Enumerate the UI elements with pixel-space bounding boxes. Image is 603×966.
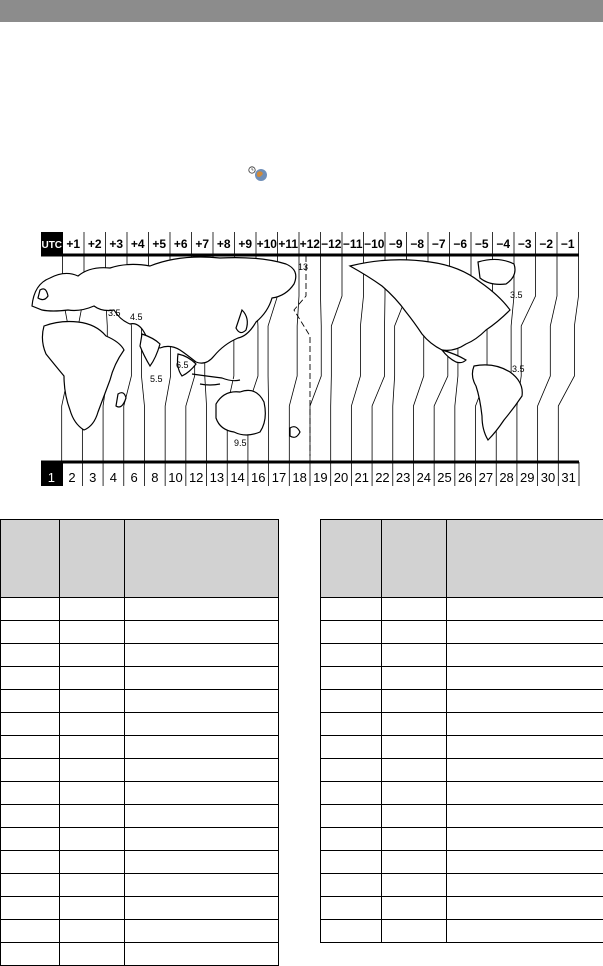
zone-number-label: 23 xyxy=(395,470,411,485)
table-cell xyxy=(1,621,60,644)
table-cell xyxy=(447,644,603,667)
utc-offset-label: −9 xyxy=(388,237,403,251)
table-cell xyxy=(447,621,603,644)
table-cell xyxy=(321,621,382,644)
table-cell xyxy=(60,713,125,736)
utc-offset-label: −8 xyxy=(410,237,425,251)
table-cell xyxy=(125,897,279,920)
table-cell xyxy=(125,782,279,805)
table-row xyxy=(1,736,279,759)
table-cell xyxy=(321,897,382,920)
table-cell xyxy=(125,759,279,782)
table-cell xyxy=(447,598,603,621)
table-cell xyxy=(447,805,603,828)
table-cell xyxy=(321,690,382,713)
table-cell xyxy=(1,897,60,920)
table-cell xyxy=(125,943,279,966)
table-row xyxy=(321,644,603,667)
table-row xyxy=(321,598,603,621)
madagascar-outline xyxy=(116,393,126,407)
utc-offset-label: −11 xyxy=(342,237,363,251)
table-cell xyxy=(60,874,125,897)
table-cell xyxy=(1,828,60,851)
table-cell xyxy=(321,713,382,736)
zone-number-label: 31 xyxy=(561,470,576,485)
table-row xyxy=(1,805,279,828)
table-cell xyxy=(382,782,447,805)
table-cell xyxy=(1,713,60,736)
table-cell xyxy=(1,759,60,782)
table-cell xyxy=(382,736,447,759)
utc-offset-label: −10 xyxy=(364,237,385,251)
table-cell xyxy=(321,920,382,943)
table-cell xyxy=(382,805,447,828)
table-cell xyxy=(125,644,279,667)
table-cell xyxy=(447,851,603,874)
zone-number-label: 6 xyxy=(130,470,138,485)
table-cell xyxy=(447,828,603,851)
table-cell xyxy=(321,667,382,690)
central-america-outline xyxy=(442,350,466,363)
table-row xyxy=(321,874,603,897)
new-zealand-outline xyxy=(290,427,300,438)
offset-label-3-5-venezuela: 3.5 xyxy=(512,364,525,374)
table-cell xyxy=(382,644,447,667)
table-cell xyxy=(382,667,447,690)
table-cell xyxy=(60,690,125,713)
table-cell xyxy=(60,759,125,782)
table-cell xyxy=(60,736,125,759)
zone-number-label: 20 xyxy=(333,470,349,485)
zone-number-label: 13 xyxy=(209,470,225,485)
indonesia-outline xyxy=(192,374,240,385)
table-cell xyxy=(1,690,60,713)
utc-offset-label: +8 xyxy=(216,237,231,251)
table-cell xyxy=(321,874,382,897)
utc-offset-label: UTC xyxy=(41,240,63,251)
table-cell xyxy=(321,598,382,621)
table-cell xyxy=(382,897,447,920)
zone-number-label: 10 xyxy=(168,470,183,485)
utc-offset-label: +3 xyxy=(109,237,124,251)
zone-number-label: 8 xyxy=(151,470,159,485)
table-cell xyxy=(60,644,125,667)
offset-label-9-5: 9.5 xyxy=(234,438,247,448)
zone-number-label: 22 xyxy=(375,470,390,485)
table-cell xyxy=(125,851,279,874)
table-cell xyxy=(1,644,60,667)
utc-offset-label: −3 xyxy=(517,237,532,251)
offset-label-3-5-newfoundland: 3.5 xyxy=(510,290,523,300)
table-row xyxy=(1,667,279,690)
zone-boundary-line xyxy=(517,256,536,462)
table-cell xyxy=(447,920,603,943)
table-row xyxy=(1,621,279,644)
utc-offset-label: +10 xyxy=(256,237,277,251)
zone-number-label: 16 xyxy=(251,470,266,485)
table-cell xyxy=(382,920,447,943)
zone-number-label: 30 xyxy=(540,470,556,485)
table-cell xyxy=(321,805,382,828)
table-row xyxy=(321,690,603,713)
zone-number-label: 3 xyxy=(89,470,97,485)
table-row xyxy=(321,920,603,943)
clock-globe-icon xyxy=(248,166,272,182)
table-cell xyxy=(382,598,447,621)
table-row xyxy=(321,782,603,805)
table-row xyxy=(1,782,279,805)
table-cell xyxy=(125,736,279,759)
zone-boundary-line xyxy=(351,256,363,462)
table-cell xyxy=(125,805,279,828)
table-cell xyxy=(1,805,60,828)
zone-number-label: 28 xyxy=(499,470,514,485)
table-cell xyxy=(382,874,447,897)
utc-offset-label: −12 xyxy=(321,237,342,251)
south-america-outline xyxy=(472,365,522,440)
table-row xyxy=(321,805,603,828)
table-cell xyxy=(1,851,60,874)
table-row xyxy=(1,598,279,621)
zone-number-label: 17 xyxy=(271,470,287,485)
table-cell xyxy=(321,851,382,874)
zone-number-label: 29 xyxy=(520,470,535,485)
table-cell xyxy=(1,736,60,759)
table-cell xyxy=(60,851,125,874)
table-cell xyxy=(125,690,279,713)
table-row xyxy=(1,690,279,713)
utc-offset-label: −1 xyxy=(560,237,575,251)
utc-offset-label: −4 xyxy=(496,237,511,251)
table-row xyxy=(1,943,279,966)
zone-number-label: 19 xyxy=(313,470,328,485)
table-cell xyxy=(382,759,447,782)
utc-offset-label: +1 xyxy=(66,237,81,251)
utc-offset-label: +11 xyxy=(278,237,299,251)
zone-boundary-line xyxy=(558,256,578,462)
table-row xyxy=(321,828,603,851)
table-row xyxy=(1,644,279,667)
utc-offset-label: +6 xyxy=(173,237,188,251)
table-row xyxy=(1,759,279,782)
offset-label-13: 13 xyxy=(298,262,309,272)
utc-offset-label: +5 xyxy=(152,237,167,251)
table-cell xyxy=(60,782,125,805)
table-cell xyxy=(125,621,279,644)
uk-outline xyxy=(38,289,48,300)
table-row xyxy=(321,851,603,874)
offset-label-4-5: 4.5 xyxy=(130,312,143,322)
table-cell xyxy=(447,897,603,920)
table-row xyxy=(321,736,603,759)
table-cell xyxy=(447,713,603,736)
table-cell xyxy=(60,828,125,851)
offset-label-5-5: 5.5 xyxy=(150,374,163,384)
zone-number-label: 12 xyxy=(188,470,204,485)
table-row xyxy=(1,874,279,897)
table-row xyxy=(1,897,279,920)
table-cell xyxy=(1,920,60,943)
table-cell xyxy=(447,874,603,897)
table-cell xyxy=(125,667,279,690)
zone-number-label: 1 xyxy=(47,470,55,485)
utc-offset-label: −2 xyxy=(539,237,554,251)
utc-offset-label: +9 xyxy=(238,237,253,251)
utc-offset-label: −7 xyxy=(431,237,446,251)
offset-label-3-5-iran: 3.5 xyxy=(108,308,121,318)
table-cell xyxy=(125,828,279,851)
table-cell xyxy=(321,644,382,667)
zone-boundary-line xyxy=(331,256,342,462)
table-cell xyxy=(321,736,382,759)
table-cell xyxy=(447,690,603,713)
africa-outline xyxy=(42,322,124,431)
utc-offset-label: +4 xyxy=(130,237,145,251)
zone-number-label: 4 xyxy=(109,470,118,485)
zone-boundary-line xyxy=(538,256,557,462)
table-cell xyxy=(1,782,60,805)
table-cell xyxy=(60,621,125,644)
table-cell xyxy=(125,874,279,897)
table-cell xyxy=(125,920,279,943)
table-row xyxy=(1,851,279,874)
header-bar xyxy=(0,0,603,22)
table-cell xyxy=(321,782,382,805)
utc-offset-label: +7 xyxy=(195,237,210,251)
table-cell xyxy=(60,598,125,621)
table-cell xyxy=(1,874,60,897)
offset-label-6-5: 6.5 xyxy=(176,360,189,370)
time-zone-table-left xyxy=(0,519,279,966)
zone-boundary-line xyxy=(310,256,321,462)
table-cell xyxy=(60,667,125,690)
table-cell xyxy=(382,713,447,736)
zone-number-label: 14 xyxy=(230,470,245,485)
table-cell xyxy=(1,667,60,690)
table-cell xyxy=(60,943,125,966)
utc-offset-label: +2 xyxy=(87,237,102,251)
table-row xyxy=(321,667,603,690)
table-row xyxy=(321,713,603,736)
table-cell xyxy=(60,920,125,943)
table-row xyxy=(321,759,603,782)
table-cell xyxy=(125,713,279,736)
table-row xyxy=(1,713,279,736)
zone-boundary-line xyxy=(496,256,514,462)
table-cell xyxy=(447,759,603,782)
table-cell xyxy=(1,943,60,966)
zone-number-label: 26 xyxy=(457,470,473,485)
zone-number-label: 27 xyxy=(478,470,494,485)
utc-offset-label: −6 xyxy=(453,237,468,251)
table-row xyxy=(321,897,603,920)
table-cell xyxy=(125,598,279,621)
zone-number-label: 2 xyxy=(68,470,76,485)
table-cell xyxy=(1,598,60,621)
greenland-outline xyxy=(478,259,515,284)
table-cell xyxy=(321,828,382,851)
utc-offset-label: −5 xyxy=(474,237,489,251)
table-cell xyxy=(60,805,125,828)
table-cell xyxy=(447,736,603,759)
world-time-zone-map xyxy=(10,226,582,489)
table-cell xyxy=(382,828,447,851)
table-cell xyxy=(382,690,447,713)
zone-number-label: 18 xyxy=(292,470,307,485)
zone-number-label: 24 xyxy=(416,470,432,485)
table-cell xyxy=(60,897,125,920)
zone-number-label: 25 xyxy=(437,470,452,485)
table-cell xyxy=(447,667,603,690)
utc-offset-label: +12 xyxy=(299,237,320,251)
table-cell xyxy=(321,759,382,782)
table-row xyxy=(1,828,279,851)
table-cell xyxy=(382,851,447,874)
table-row xyxy=(1,920,279,943)
zone-number-label: 21 xyxy=(354,470,369,485)
table-cell xyxy=(447,782,603,805)
time-zone-table-right xyxy=(320,519,603,943)
table-row xyxy=(321,621,603,644)
table-cell xyxy=(382,621,447,644)
australia-outline xyxy=(216,390,265,435)
